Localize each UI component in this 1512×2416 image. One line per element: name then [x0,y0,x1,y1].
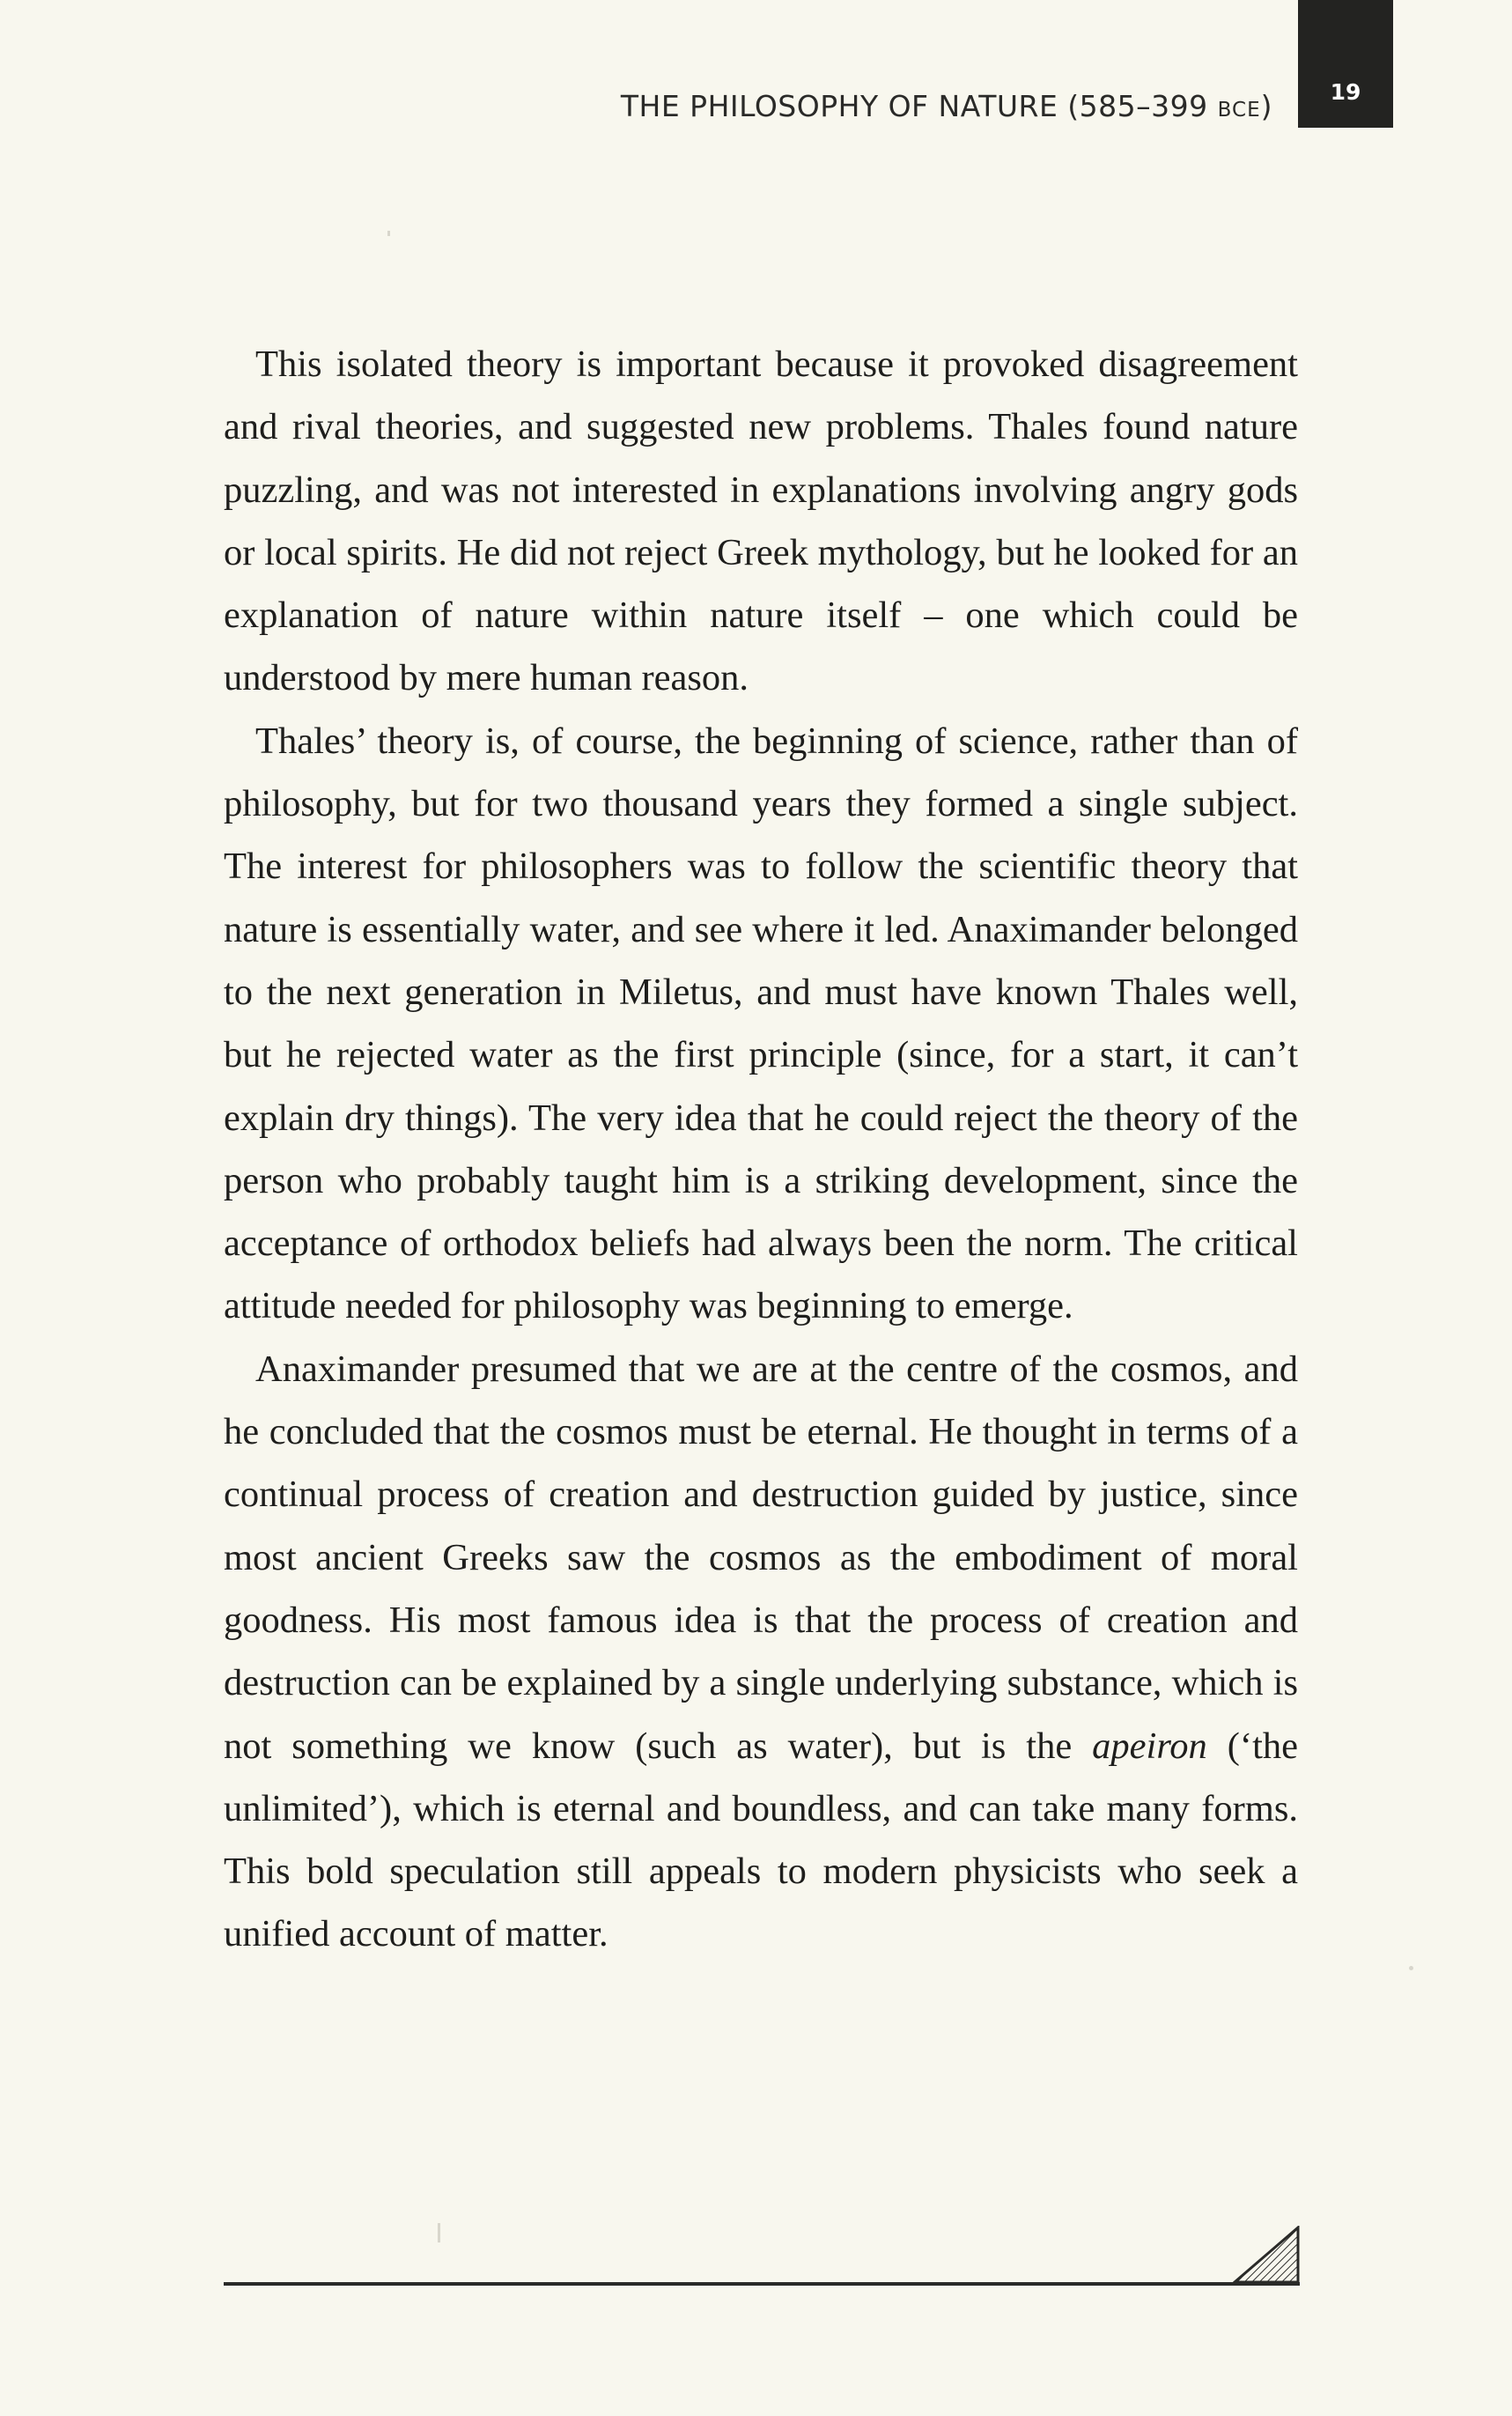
footer-rule [224,2282,1300,2286]
page-number: 19 [1330,79,1361,105]
body-text [224,333,1298,1966]
hatched-triangle-icon [1233,2226,1300,2284]
page-number-tab [1298,0,1393,128]
running-head [620,89,1272,123]
paper-speck [1409,1966,1413,1970]
apeiron-term: apeiron [1092,1725,1207,1767]
running-head-era: BCE [1217,99,1261,122]
paragraph-1: This isolated theory is important because it provoked disagreement and rival theories, and suggested new problems. Thales found nature puzzling, and was not interested in explanations involving angry gods or local spirits. He did not reject Greek mythology, but he looked for an explanation of nature within nature itself – one which could be understood by mere human reason. [224,344,1298,699]
running-head-close: ) [1260,89,1272,123]
paragraph-3-end: (‘the unlimited’), which is eternal and boundless, and can take many forms. This bold speculation still appeals to modern physicists who seek a unified account of matter. [224,1725,1298,1955]
paragraph-2: Thales’ theory is, of course, the beginning of science, rather than of philosophy, but for two thousand years they formed a single subject. The interest for philosophers was to follow the scientific theory that nature is essentially water, and see where it led. Anaximander belonged to the next generation in Miletus, and must have known Thales well, but he rejected water as the first principle (since, for a start, it can’t explain dry things). The very idea that he could reject the theory of the person who probably taught him is a striking development, since the acceptance of orthodox beliefs had always been the norm. The critical attitude needed for philosophy was beginning to emerge. [224,720,1298,1327]
paragraph-3 [224,1338,1298,1966]
paper-speck [438,2223,440,2242]
paragraph-3-start: Anaximander presumed that we are at the centre of the cosmos, and he concluded that the cosmos must be eternal. He thought in terms of a continual process of creation and destruction guided by justice, since most ancient Greeks saw the cosmos as the embodiment of moral goodness. His most famous idea is that the process of creation and destruction can be explained by a single underlying substance, which is not something we know (such as water), but is the [224,1348,1298,1767]
running-head-title: THE PHILOSOPHY OF NATURE (585–399 [620,89,1218,123]
paper-speck [387,231,390,236]
